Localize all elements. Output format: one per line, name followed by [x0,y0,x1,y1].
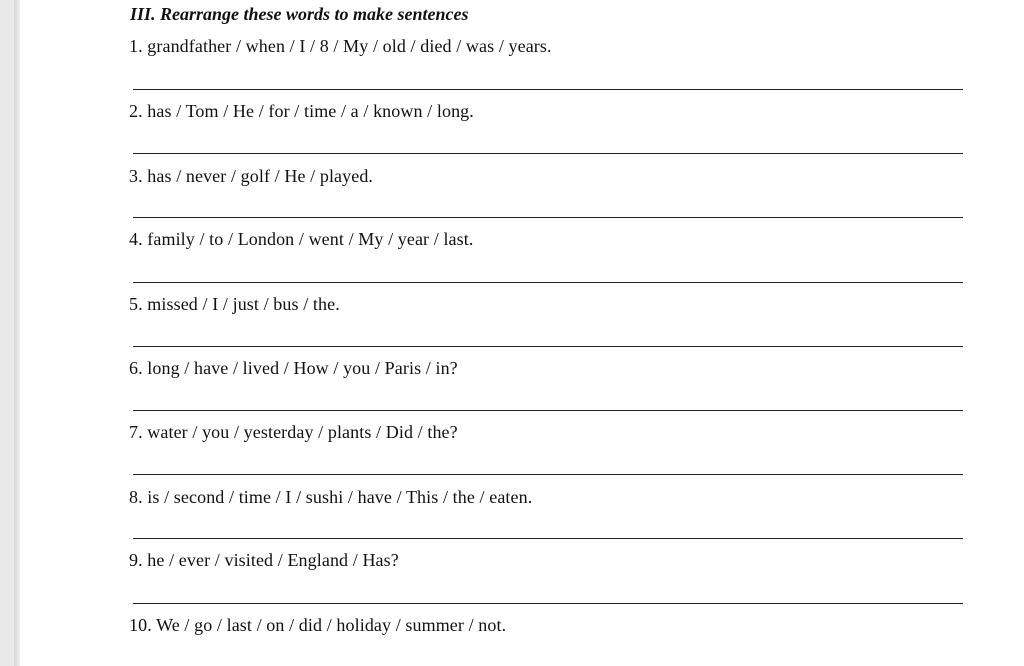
exercise-item-6: 6. long / have / lived / How / you / Paris / in? [129,358,458,378]
answer-line-3 [133,217,963,218]
answer-line-9 [133,603,963,604]
answer-line-5 [133,346,963,347]
exercise-item-2: 2. has / Tom / He / for / time / a / known / long. [129,101,474,121]
exercise-item-3: 3. has / never / golf / He / played. [129,166,374,186]
exercise-item-5: 5. missed / I / just / bus / the. [129,294,340,314]
answer-line-6 [133,410,963,411]
document-page [20,0,1024,666]
exercise-item-1: 1. grandfather / when / I / 8 / My / old / died / was / years. [129,36,552,56]
answer-line-7 [133,474,963,475]
answer-line-4 [133,282,963,283]
exercise-item-8: 8. is / second / time / I / sushi / have / This / the / eaten. [129,487,533,507]
exercise-item-10: 10. We / go / last / on / did / holiday / summer / not. [129,615,507,635]
section-heading: III. Rearrange these words to make sentences [130,4,469,24]
exercise-item-4: 4. family / to / London / went / My / year / last. [129,229,474,249]
exercise-item-7: 7. water / you / yesterday / plants / Did / the? [129,422,458,442]
exercise-item-9: 9. he / ever / visited / England / Has? [129,550,399,570]
answer-line-2 [133,153,963,154]
answer-line-1 [133,89,963,90]
answer-line-8 [133,538,963,539]
